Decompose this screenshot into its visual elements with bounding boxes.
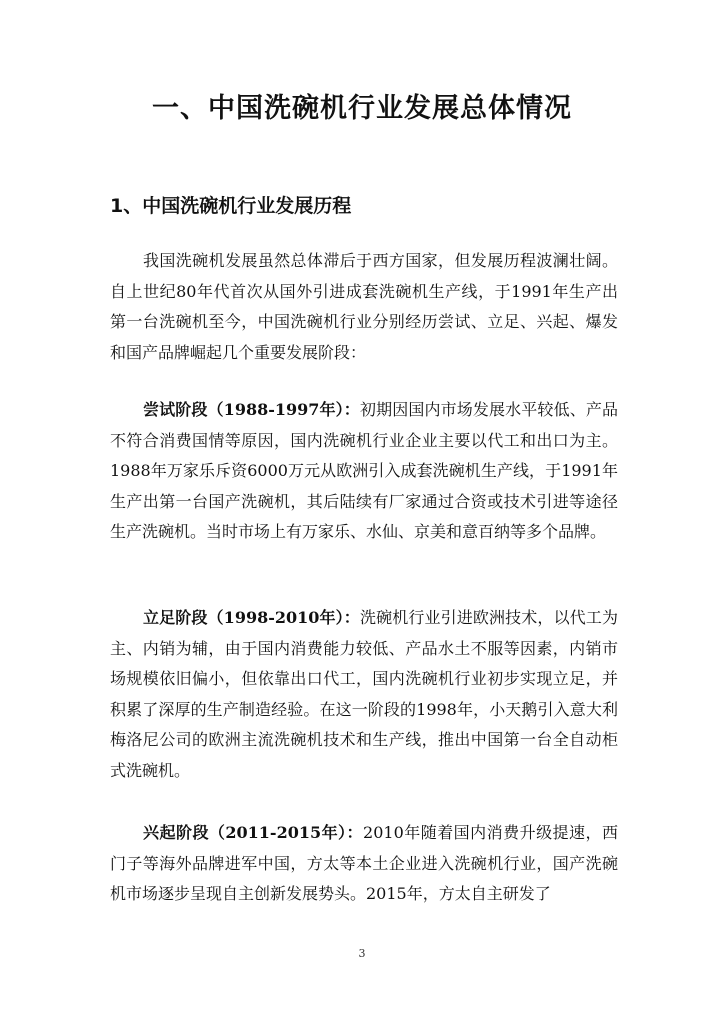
page-number: 3 bbox=[358, 947, 366, 960]
stage-paragraph-rise bbox=[110, 818, 618, 910]
paragraph-text: 2010年随着国内消费升级提速，西门子等海外品牌进军中国，方太等本土企业进入洗碗机行业，国产洗碗机市场逐步呈现自主创新发展势头。2015年，方太自主研发了 bbox=[110, 823, 618, 904]
stage-label-rise: 兴起阶段（2011-2015年）： bbox=[143, 823, 364, 842]
stage-paragraph-foothold bbox=[110, 603, 618, 787]
stage-paragraph-trial bbox=[110, 395, 618, 548]
intro-paragraph bbox=[110, 246, 618, 368]
stage-label-foothold: 立足阶段（1998-2010年）： bbox=[143, 608, 360, 627]
section-heading: 1、中国洗碗机行业发展历程 bbox=[110, 195, 352, 217]
paragraph-text: 初期因国内市场发展水平较低、产品不符合消费国情等原因，国内洗碗机行业企业主要以代工和出口为主。1988年万家乐斥资6000万元从欧洲引入成套洗碗机生产线，于1991年生产出第一台国产洗碗机，其后陆续有厂家通过合资或技术引进等途径生产洗碗机。当时市场上有万家乐、水仙、京美和意百纳等多个品牌。 bbox=[110, 400, 618, 542]
paragraph-text: 洗碗机行业引进欧洲技术，以代工为主、内销为辅，由于国内消费能力较低、产品水土不服等因素，内销市场规模依旧偏小，但依靠出口代工，国内洗碗机行业初步实现立足，并积累了深厚的生产制造经验。在这一阶段的1998年，小天鹅引入意大利梅洛尼公司的欧洲主流洗碗机技术和生产线，推出中国第一台全自动柜式洗碗机。 bbox=[110, 608, 618, 780]
page-title: 一、中国洗碗机行业发展总体情况 bbox=[152, 93, 572, 124]
stage-label-trial: 尝试阶段（1988-1997年）： bbox=[143, 400, 360, 419]
paragraph-text: 我国洗碗机发展虽然总体滞后于西方国家，但发展历程波澜壮阔。自上世纪80年代首次从国外引进成套洗碗机生产线，于1991年生产出第一台洗碗机至今，中国洗碗机行业分别经历尝试、立足、兴起、爆发和国产品牌崛起几个重要发展阶段： bbox=[110, 251, 618, 362]
